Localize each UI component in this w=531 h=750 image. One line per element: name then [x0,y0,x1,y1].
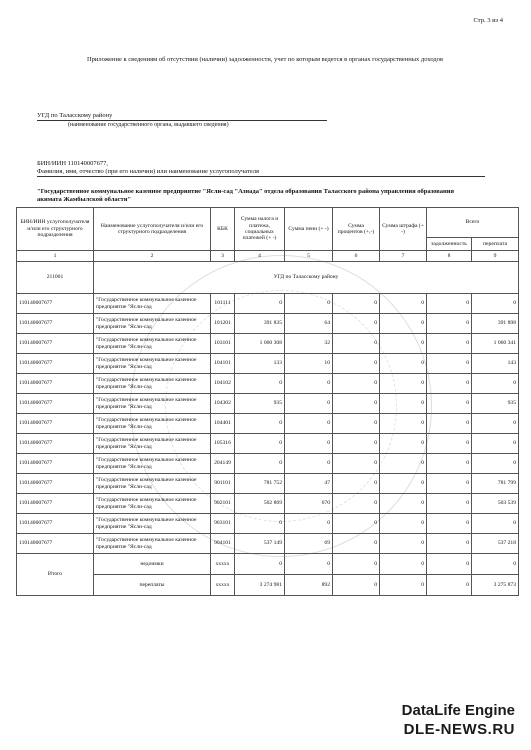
row-fine: 0 [380,414,427,434]
row-kbk: 901101 [211,474,235,494]
header-overpay: переплата [472,238,519,251]
row-tax: 0 [235,454,285,474]
row-debt: 0 [427,494,472,514]
col-number: 4 [235,251,285,262]
page-number: Стр. 3 из 4 [473,17,503,24]
totals-overpay-tax: 3 274 981 [235,575,285,596]
table-row [17,354,519,374]
issuer-underline [37,120,327,121]
watermark-line-1: DataLife Engine [401,702,515,719]
row-bin: 110140007677 [17,514,94,534]
row-fine: 0 [380,294,427,314]
table-row [17,414,519,434]
totals-arrears-tax: 0 [235,554,285,575]
table-row [17,314,519,334]
row-name: "Государственное коммунальное казенное предприятие "Ясли-сад [94,314,211,334]
row-tax: 0 [235,434,285,454]
row-name: "Государственное коммунальное казенное предприятие "Ясли-сад [94,414,211,434]
row-kbk: 904101 [211,534,235,554]
row-kbk: 104101 [211,354,235,374]
taxpayer-fio-caption: Фамилия, имя, отчество (при его наличии) или наименование услугополучателя [37,168,259,175]
row-kbk: 104401 [211,414,235,434]
row-fine: 0 [380,474,427,494]
row-name: "Государственное коммунальное казенное предприятие "Ясли-сад [94,434,211,454]
row-debt: 0 [427,294,472,314]
row-bin: 110140007677 [17,474,94,494]
row-name: "Государственное коммунальное казенное предприятие "Ясли-сад [94,474,211,494]
col-number: 7 [380,251,427,262]
totals-arrears-penalty: 0 [285,554,333,575]
table-row [17,514,519,534]
taxpayer-bin: БИН/ИИН 110140007677, [37,160,109,167]
row-bin: 110140007677 [17,434,94,454]
col-number: 5 [285,251,333,262]
row-debt: 0 [427,354,472,374]
table-row [17,434,519,454]
row-overpay: 391 898 [472,314,519,334]
row-name: "Государственное коммунальное казенное предприятие "Ясли-сад [94,534,211,554]
table-row [17,374,519,394]
fio-underline [37,176,485,177]
row-fine: 0 [380,494,427,514]
row-tax: 0 [235,414,285,434]
row-bin: 110140007677 [17,494,94,514]
row-interest: 0 [333,414,380,434]
row-tax: 502 869 [235,494,285,514]
totals-label: Итого [17,554,94,596]
row-debt: 0 [427,374,472,394]
header-name: Наименование услугополучателя и/или его структурного подразделения [94,208,211,251]
row-tax: 1 060 308 [235,334,285,354]
row-interest: 0 [333,434,380,454]
row-penalty: 0 [285,374,333,394]
row-name: "Государственное коммунальное казенное предприятие "Ясли-сад [94,294,211,314]
row-interest: 0 [333,394,380,414]
row-penalty: 0 [285,434,333,454]
row-name: "Государственное коммунальное казенное предприятие "Ясли-сад [94,354,211,374]
totals-overpay-debt: 0 [427,575,472,596]
row-interest: 0 [333,314,380,334]
row-tax: 781 752 [235,474,285,494]
section-title: УГД по Таласскому району [94,262,519,294]
totals-arrears-label: недоимки [94,554,211,575]
issuer-name: УГД по Таласскому району [37,112,113,119]
row-name: "Государственное коммунальное казенное предприятие "Ясли-сад [94,334,211,354]
col-number: 8 [427,251,472,262]
row-bin: 110140007677 [17,374,94,394]
row-penalty: 0 [285,394,333,414]
header-kbk: КБК [211,208,235,251]
row-overpay: 0 [472,414,519,434]
row-kbk: 903101 [211,514,235,534]
header-debt: задолженность [427,238,472,251]
row-interest: 0 [333,494,380,514]
row-kbk: 103101 [211,334,235,354]
row-tax: 0 [235,514,285,534]
header-tax: Сумма налога и платежа, социальных платежей (+ -) [235,208,285,251]
row-overpay: 143 [472,354,519,374]
row-bin: 110140007677 [17,454,94,474]
row-penalty: 0 [285,294,333,314]
row-overpay: 0 [472,434,519,454]
totals-overpay-interest: 0 [333,575,380,596]
row-tax: 935 [235,394,285,414]
row-interest: 0 [333,334,380,354]
row-penalty: 670 [285,494,333,514]
col-number: 2 [94,251,211,262]
row-kbk: 204149 [211,454,235,474]
row-penalty: 69 [285,534,333,554]
col-number: 6 [333,251,380,262]
row-kbk: 101111 [211,294,235,314]
issuer-caption: (наименование государственного органа, выдавшего сведения) [68,122,229,128]
row-interest: 0 [333,354,380,374]
site-watermark [402,702,515,739]
table-row [17,454,519,474]
row-interest: 0 [333,534,380,554]
row-penalty: 64 [285,314,333,334]
row-bin: 110140007677 [17,294,94,314]
row-kbk: 104302 [211,394,235,414]
table-row [17,334,519,354]
row-interest: 0 [333,514,380,534]
row-debt: 0 [427,434,472,454]
row-penalty: 32 [285,334,333,354]
row-fine: 0 [380,434,427,454]
row-overpay: 537 218 [472,534,519,554]
totals-overpay-penalty: 892 [285,575,333,596]
row-overpay: 935 [472,394,519,414]
table-row [17,474,519,494]
row-tax: 133 [235,354,285,374]
row-overpay: 0 [472,294,519,314]
row-fine: 0 [380,394,427,414]
totals-arrears-kbk: xxxxx [211,554,235,575]
totals-arrears-fine: 0 [380,554,427,575]
row-penalty: 47 [285,474,333,494]
table-row [17,394,519,414]
row-tax: 537 149 [235,534,285,554]
row-bin: 110140007677 [17,334,94,354]
row-kbk: 902101 [211,494,235,514]
row-kbk: 101201 [211,314,235,334]
row-interest: 0 [333,294,380,314]
row-overpay: 781 799 [472,474,519,494]
row-overpay: 0 [472,454,519,474]
row-kbk: 105316 [211,434,235,454]
col-number: 3 [211,251,235,262]
row-penalty: 0 [285,514,333,534]
row-penalty: 0 [285,454,333,474]
totals-overpay-label: переплаты [94,575,211,596]
totals-arrears-debt: 0 [427,554,472,575]
section-code: 211001 [17,262,94,294]
row-overpay: 503 539 [472,494,519,514]
row-overpay: 0 [472,514,519,534]
row-name: "Государственное коммунальное казенное предприятие "Ясли-сад [94,374,211,394]
row-fine: 0 [380,374,427,394]
row-tax: 0 [235,294,285,314]
row-name: "Государственное коммунальное казенное предприятие "Ясли-сад [94,454,211,474]
row-bin: 110140007677 [17,534,94,554]
header-penalty: Сумма пени (+ -) [285,208,333,251]
header-fine: Сумма штрафа (+ -) [380,208,427,251]
row-tax: 391 835 [235,314,285,334]
table-row [17,294,519,314]
row-fine: 0 [380,334,427,354]
table-row [17,534,519,554]
col-number: 1 [17,251,94,262]
row-debt: 0 [427,414,472,434]
row-overpay: 0 [472,374,519,394]
row-bin: 110140007677 [17,414,94,434]
company-name: "Государственное коммунальное казенное предприятие "Ясли-сад "Азнада" отдела образования Таласского района управления образования акимата Жамбылской области" [37,188,455,203]
row-kbk: 104102 [211,374,235,394]
header-interest: Сумма процентов (+,-) [333,208,380,251]
row-overpay: 1 060 341 [472,334,519,354]
debt-table [16,207,519,596]
row-debt: 0 [427,514,472,534]
watermark-line-2: DLE-NEWS.RU [403,721,515,738]
row-penalty: 10 [285,354,333,374]
header-total: Всего [427,208,519,238]
row-fine: 0 [380,354,427,374]
row-fine: 0 [380,514,427,534]
row-fine: 0 [380,534,427,554]
row-fine: 0 [380,314,427,334]
row-bin: 110140007677 [17,394,94,414]
row-interest: 0 [333,474,380,494]
row-name: "Государственное коммунальное казенное предприятие "Ясли-сад [94,514,211,534]
row-bin: 110140007677 [17,354,94,374]
row-debt: 0 [427,534,472,554]
totals-arrears-interest: 0 [333,554,380,575]
row-interest: 0 [333,374,380,394]
row-bin: 110140007677 [17,314,94,334]
row-name: "Государственное коммунальное казенное предприятие "Ясли-сад [94,394,211,414]
row-debt: 0 [427,454,472,474]
row-fine: 0 [380,454,427,474]
row-interest: 0 [333,454,380,474]
totals-overpay-kbk: xxxxx [211,575,235,596]
header-bin: БИН/ИИН услугополучателя и/или его структурного подразделения [17,208,94,251]
row-tax: 0 [235,374,285,394]
row-debt: 0 [427,334,472,354]
totals-overpay-fine: 0 [380,575,427,596]
table-row [17,494,519,514]
col-number: 9 [472,251,519,262]
row-name: "Государственное коммунальное казенное предприятие "Ясли-сад [94,494,211,514]
row-debt: 0 [427,474,472,494]
row-penalty: 0 [285,414,333,434]
document-title: Приложение к сведениям об отсутствии (наличии) задолженности, учет по которым ведется в органах государственных доходов [86,56,444,63]
totals-arrears-overpay: 0 [472,554,519,575]
totals-overpay-overpay: 3 275 873 [472,575,519,596]
row-debt: 0 [427,394,472,414]
row-debt: 0 [427,314,472,334]
